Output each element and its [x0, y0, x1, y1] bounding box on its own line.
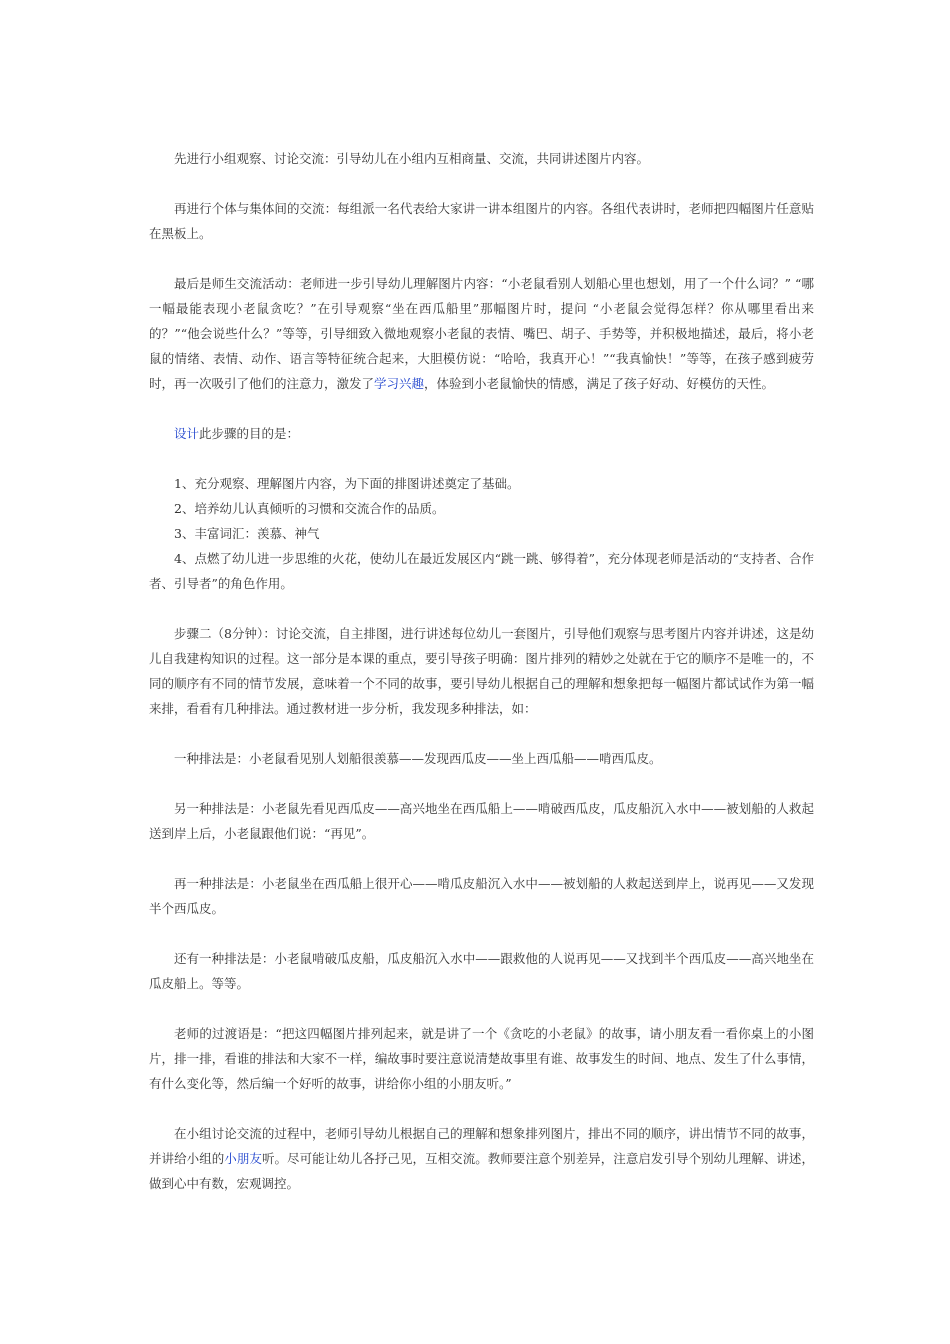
list-item: 1、充分观察、理解图片内容，为下面的排图讲述奠定了基础。 — [174, 476, 520, 491]
link-children[interactable]: 小朋友 — [224, 1151, 262, 1166]
paragraph-group-discussion: 先进行小组观察、讨论交流：引导幼儿在小组内互相商量、交流，共同讲述图片内容。 — [174, 151, 650, 166]
paragraph-text: 听。尽可能让幼儿各抒己见，互相交流。教师要注意个别差异，注意启发引导个别幼儿理解、讲述，做到心中有数，宏观调控。 — [149, 1151, 814, 1191]
paragraph-arrangement-three: 再一种排法是：小老鼠坐在西瓜船上很开心——啃瓜皮船沉入水中——被划船的人救起送到岸上，说再见——又发现半个西瓜皮。 — [149, 876, 814, 916]
document-body — [149, 146, 814, 1221]
list-item: 4、点燃了幼儿进一步思维的火花，使幼儿在最近发展区内“跳一跳、够得着”，充分体现老师是活动的“支持者、合作者、引导者”的角色作用。 — [149, 551, 814, 591]
paragraph-step-two: 步骤二（8分钟）：讨论交流，自主排图，进行讲述每位幼儿一套图片，引导他们观察与思考图片内容并讲述，这是幼儿自我建构知识的过程。这一部分是本课的重点，要引导孩子明确：图片排列的精妙之处就在于它的顺序不是唯一的，不同的顺序有不同的情节发展，意味着一个不同的故事，要引导幼儿根据自己的理解和想象把每一幅图片都试试作为第一幅来排，看看有几种排法。通过教材进一步分析，我发现多种排法，如： — [149, 626, 814, 716]
list-item: 2、培养幼儿认真倾听的习惯和交流合作的品质。 — [174, 501, 445, 516]
paragraph-transition-speech: 老师的过渡语是：“把这四幅图片排列起来，就是讲了一个《贪吃的小老鼠》的故事，请小朋友看一看你桌上的小图片，排一排，看谁的排法和大家不一样，编故事时要注意说清楚故事里有谁、故事发生的时间、地点、发生了什么事情，有什么变化等，然后编一个好听的故事，讲给你小组的小朋友听。” — [149, 1026, 814, 1091]
link-design[interactable]: 设计 — [174, 426, 200, 441]
link-learning-interest[interactable]: 学习兴趣 — [374, 376, 425, 391]
paragraph-text: ，体验到小老鼠愉快的情感，满足了孩子好动、好模仿的天性。 — [424, 376, 775, 391]
paragraph-arrangement-four: 还有一种排法是：小老鼠啃破瓜皮船，瓜皮船沉入水中——跟救他的人说再见——又找到半个西瓜皮——高兴地坐在瓜皮船上。等等。 — [149, 951, 814, 991]
paragraph-teacher-student-exchange — [149, 271, 814, 396]
paragraph-text: 在小组讨论交流的过程中，老师引导幼儿根据自己的理解和想象排列图片，排出不同的顺序，讲出情节不同的故事，并讲给小组的 — [149, 1126, 814, 1166]
paragraph-text: 最后是师生交流活动：老师进一步引导幼儿理解图片内容：“小老鼠看别人划船心里也想划，用了一个什么词？” “哪一幅最能表现小老鼠贪吃？”在引导观察“坐在西瓜船里”那幅图片时，提问 “小老鼠会觉得怎样？你从哪里看出来的？”“他会说些什么？”等等，引导细致入微地观察小老鼠的表情、嘴巴、胡子、手势等，并积极地描述，最后，将小老鼠的情绪、表情、动作、语言等特征统合起来，大胆模仿说：“哈哈，我真开心！”“我真愉快！”等等，在孩子感到疲劳时，再一次吸引了他们的注意力，激发了 — [149, 276, 814, 391]
paragraph-individual-exchange: 再进行个体与集体间的交流：每组派一名代表给大家讲一讲本组图片的内容。各组代表讲时，老师把四幅图片任意贴在黑板上。 — [149, 201, 814, 241]
paragraph-arrangement-one: 一种排法是：小老鼠看见别人划船很羡慕——发现西瓜皮——坐上西瓜船——啃西瓜皮。 — [174, 751, 662, 766]
paragraph-arrangement-two: 另一种排法是：小老鼠先看见西瓜皮——高兴地坐在西瓜船上——啃破西瓜皮，瓜皮船沉入水中——被划船的人救起送到岸上后，小老鼠跟他们说：“再见”。 — [149, 801, 814, 841]
paragraph-text: 此步骤的目的是： — [199, 426, 300, 441]
paragraph-design-purpose — [149, 421, 814, 446]
list-item: 3、丰富词汇：羡慕、神气 — [174, 526, 320, 541]
paragraph-group-process — [149, 1121, 814, 1196]
